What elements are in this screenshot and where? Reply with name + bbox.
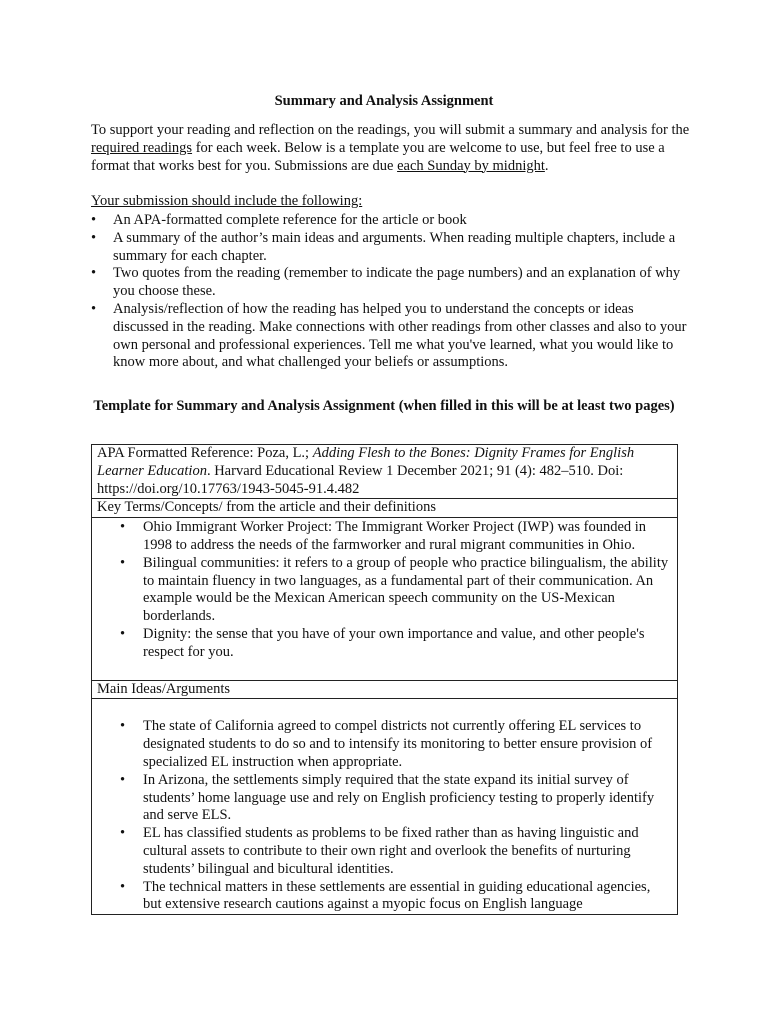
list-item: • In Arizona, the settlements simply required that the state expand its initial survey of students’ home language use and rely on English proficiency testing to properly identify and serve ELS.: [120, 772, 672, 825]
key-terms-cell: [92, 518, 678, 680]
requirement-item: • Two quotes from the reading (remember to indicate the page numbers) and an explanation of why you choose these.: [91, 265, 691, 301]
intro-paragraph: [91, 122, 691, 175]
reference-prefix: APA Formatted Reference: Poza, L.;: [97, 445, 313, 461]
requirement-item: • Analysis/reflection of how the reading has helped you to understand the concepts or ideas discussed in the reading. Make connections with other readings from other classes and also to your own personal and professional experiences. Tell me what you've learned, what you would like to know more about, and what challenged your beliefs or assumptions.: [91, 301, 691, 372]
page-title: Summary and Analysis Assignment: [274, 93, 494, 109]
table-row: [92, 518, 678, 680]
list-item: • The technical matters in these settlements are essential in guiding educational agencies, but extensive research cautions against a myopic focus on English language: [120, 879, 672, 915]
main-ideas-cell: [92, 699, 678, 915]
list-item: • EL has classified students as problems to be fixed rather than as having linguistic and cultural assets to contribute to their own right and overlook the benefits of nurturing students’ bilingual and bicultural identities.: [120, 825, 672, 878]
key-terms-list: [120, 519, 672, 661]
template-title: Template for Summary and Analysis Assignment (when filled in this will be at least two pages): [93, 398, 675, 414]
list-item: • Bilingual communities: it refers to a group of people who practice bilingualism, the ability to maintain fluency in two languages, as a fundamental part of their communication. An example would be the Mexican American speech community on the US-Mexican borderlands.: [120, 555, 672, 626]
list-item: • Ohio Immigrant Worker Project: The Immigrant Worker Project (IWP) was founded in 1998 to address the needs of the farmworker and rural migrant communities in Ohio.: [120, 519, 672, 555]
list-item: • Dignity: the sense that you have of your own importance and value, and other people's respect for you.: [120, 626, 672, 662]
reference-cell: [92, 445, 678, 499]
requirements-list: [91, 212, 691, 372]
table-row: [92, 499, 678, 518]
main-ideas-list: [120, 718, 672, 914]
due-date-text: each Sunday by midnight: [397, 157, 545, 174]
main-ideas-header: Main Ideas/Arguments: [92, 680, 678, 699]
required-readings-link: required readings: [91, 139, 193, 156]
reference-title: Adding Flesh to the Bones: Dignity Frames for English Learner Education: [97, 445, 635, 479]
requirement-item: • An APA-formatted complete reference for the article or book: [91, 212, 691, 230]
key-terms-header: Key Terms/Concepts/ from the article and their definitions: [92, 499, 678, 518]
reference-suffix: . Harvard Educational Review 1 December 2021; 91 (4): 482–510. Doi: https://doi.org/10.17763/1943-5045-91.4.482: [97, 462, 624, 497]
table-row: [92, 680, 678, 699]
list-item: • The state of California agreed to compel districts not currently offering EL services to designated students to do so and to intensify its monitoring to better ensure provision of specialized EL instruction when appropriate.: [120, 718, 672, 771]
intro-text-3: .: [544, 157, 549, 174]
intro-text-2: for each week. Below is a template you are welcome to use, but feel free to use a format that works best for you. Submissions are due: [91, 139, 665, 174]
requirements-heading: Your submission should include the following:: [91, 193, 363, 209]
template-table: [91, 444, 678, 915]
requirement-item: • A summary of the author’s main ideas and arguments. When reading multiple chapters, include a summary for each chapter.: [91, 230, 691, 266]
table-row: [92, 699, 678, 915]
table-row: [92, 445, 678, 499]
intro-text-1: To support your reading and reflection on the readings, you will submit a summary and analysis for the: [91, 122, 690, 138]
